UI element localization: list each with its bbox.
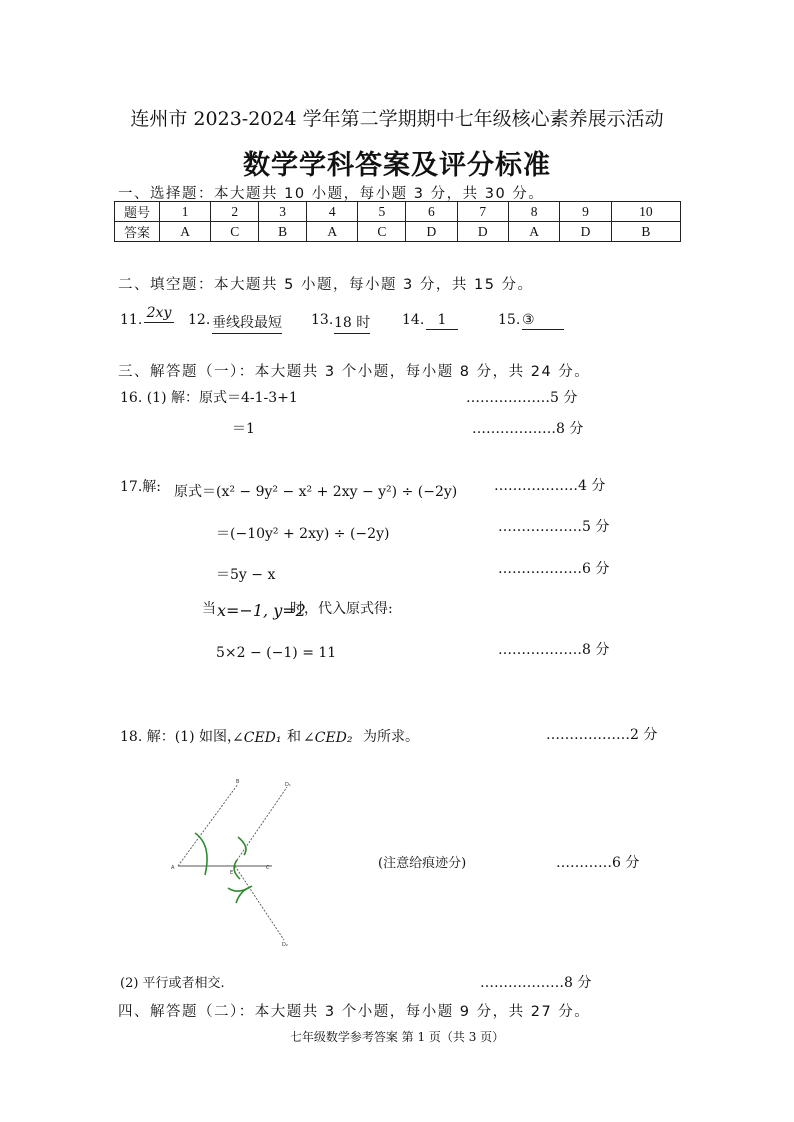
section-heading-solve-2: 四、解答题（二）：本大题共 3 个小题，每小题 9 分，共 27 分。 xyxy=(118,1004,591,1020)
section-heading-choice: 一、选择题：本大题共 10 小题，每小题 3 分，共 30 分。 xyxy=(118,186,545,202)
table-cell: C xyxy=(358,222,406,242)
q13-answer: 18 时 xyxy=(334,312,370,334)
q17-line3-score: ………………6 分 xyxy=(498,561,610,577)
q11-answer: 2xy xyxy=(144,305,174,323)
q17-line2-score: ………………5 分 xyxy=(498,519,610,535)
table-cell: 3 xyxy=(259,202,307,222)
q16-line2: ＝1 xyxy=(232,421,255,437)
q18-angle-2: ∠CED₂ xyxy=(303,730,353,746)
table-cell: A xyxy=(160,222,211,242)
answer-table xyxy=(114,201,681,242)
q17-line4-values: x=−1, y=2 xyxy=(217,601,306,620)
q17-line1-score: ………………4 分 xyxy=(494,478,606,494)
q17-line5-score: ………………8 分 xyxy=(498,642,610,658)
q15-number: 15. xyxy=(498,312,521,328)
table-cell: A xyxy=(307,222,358,242)
q18-line1-suffix: 为所求。 xyxy=(363,729,419,745)
q17-line4-prefix: 当 xyxy=(202,601,216,617)
table-cell: B xyxy=(611,222,680,242)
q14-number: 14. xyxy=(402,312,425,328)
q16-line2-score: ………………8 分 xyxy=(472,421,584,437)
section-heading-solve-1: 三、解答题（一）：本大题共 3 个小题，每小题 8 分，共 24 分。 xyxy=(118,364,591,380)
table-cell: A xyxy=(508,222,559,242)
table-cell: 7 xyxy=(457,202,508,222)
construction-arc xyxy=(238,837,246,855)
table-cell: 9 xyxy=(560,202,611,222)
q15-answer: ③ xyxy=(522,312,564,330)
ray-ab xyxy=(178,784,238,866)
section-heading-fill: 二、填空题：本大题共 5 小题，每小题 3 分，共 15 分。 xyxy=(118,277,534,293)
point-label: C xyxy=(266,865,270,871)
q17-line5: 5×2 − (−1) = 11 xyxy=(216,645,337,661)
q16-line1: 16. (1) 解：原式＝4-1-3+1 xyxy=(120,390,298,406)
construction-arc xyxy=(195,833,207,875)
point-label: D₂ xyxy=(282,942,288,948)
table-cell: 8 xyxy=(508,202,559,222)
q13-number: 13. xyxy=(311,312,334,328)
table-cell: D xyxy=(406,222,457,242)
ray-ed1 xyxy=(235,787,287,863)
ray-ed2 xyxy=(235,866,284,940)
point-label: A xyxy=(171,865,175,871)
q17-line3: ＝5y − x xyxy=(216,567,276,583)
table-header-answer: 答案 xyxy=(115,222,160,242)
q18-angle-1: ∠CED₁ xyxy=(232,730,282,746)
construction-arc xyxy=(236,887,250,903)
q16-line1-score: ………………5 分 xyxy=(466,390,578,406)
q18-line2: (2) 平行或者相交. xyxy=(120,976,225,991)
table-cell: D xyxy=(457,222,508,242)
table-cell: B xyxy=(259,222,307,242)
q12-number: 12. xyxy=(188,312,211,328)
q17-label: 17.解: xyxy=(120,479,161,495)
document-title: 连州市 2023-2024 学年第二学期期中七年级核心素养展示活动 xyxy=(130,108,664,130)
table-row-numbers xyxy=(115,202,681,222)
q17-line2: ＝(−10y² + 2xy) ÷ (−2y) xyxy=(216,526,390,542)
table-cell: 1 xyxy=(160,202,211,222)
q14-answer: 1 xyxy=(426,312,458,330)
q18-line1-prefix: 18. 解：(1) 如图， xyxy=(120,729,241,745)
table-cell: 4 xyxy=(307,202,358,222)
document-subtitle: 数学学科答案及评分标准 xyxy=(243,150,551,181)
point-label: D₁ xyxy=(285,782,291,788)
table-cell: 6 xyxy=(406,202,457,222)
point-label: E xyxy=(230,870,234,876)
point-label: B xyxy=(236,779,240,785)
table-row-answers xyxy=(115,222,681,242)
q18-line1-score: ………………2 分 xyxy=(546,727,658,743)
q18-note-score: …………6 分 xyxy=(556,855,640,871)
q18-note: (注意给痕迹分) xyxy=(378,856,467,871)
table-cell: 2 xyxy=(211,202,259,222)
q17-line1: 原式＝(x² − 9y² − x² + 2xy − y²) ÷ (−2y) xyxy=(174,484,458,500)
q17-line4-suffix: 时，代入原式得: xyxy=(290,601,393,617)
page-footer: 七年级数学参考答案 第 1 页（共 3 页） xyxy=(289,1030,505,1044)
table-cell: D xyxy=(560,222,611,242)
q12-answer: 垂线段最短 xyxy=(212,312,282,334)
q11-number: 11. xyxy=(120,312,143,328)
q18-line2-score: ………………8 分 xyxy=(480,975,592,991)
construction-figure xyxy=(170,775,310,950)
table-cell: C xyxy=(211,222,259,242)
table-header-number: 题号 xyxy=(115,202,160,222)
table-cell: 5 xyxy=(358,202,406,222)
table-cell: 10 xyxy=(611,202,680,222)
q18-and: 和 xyxy=(287,729,301,745)
